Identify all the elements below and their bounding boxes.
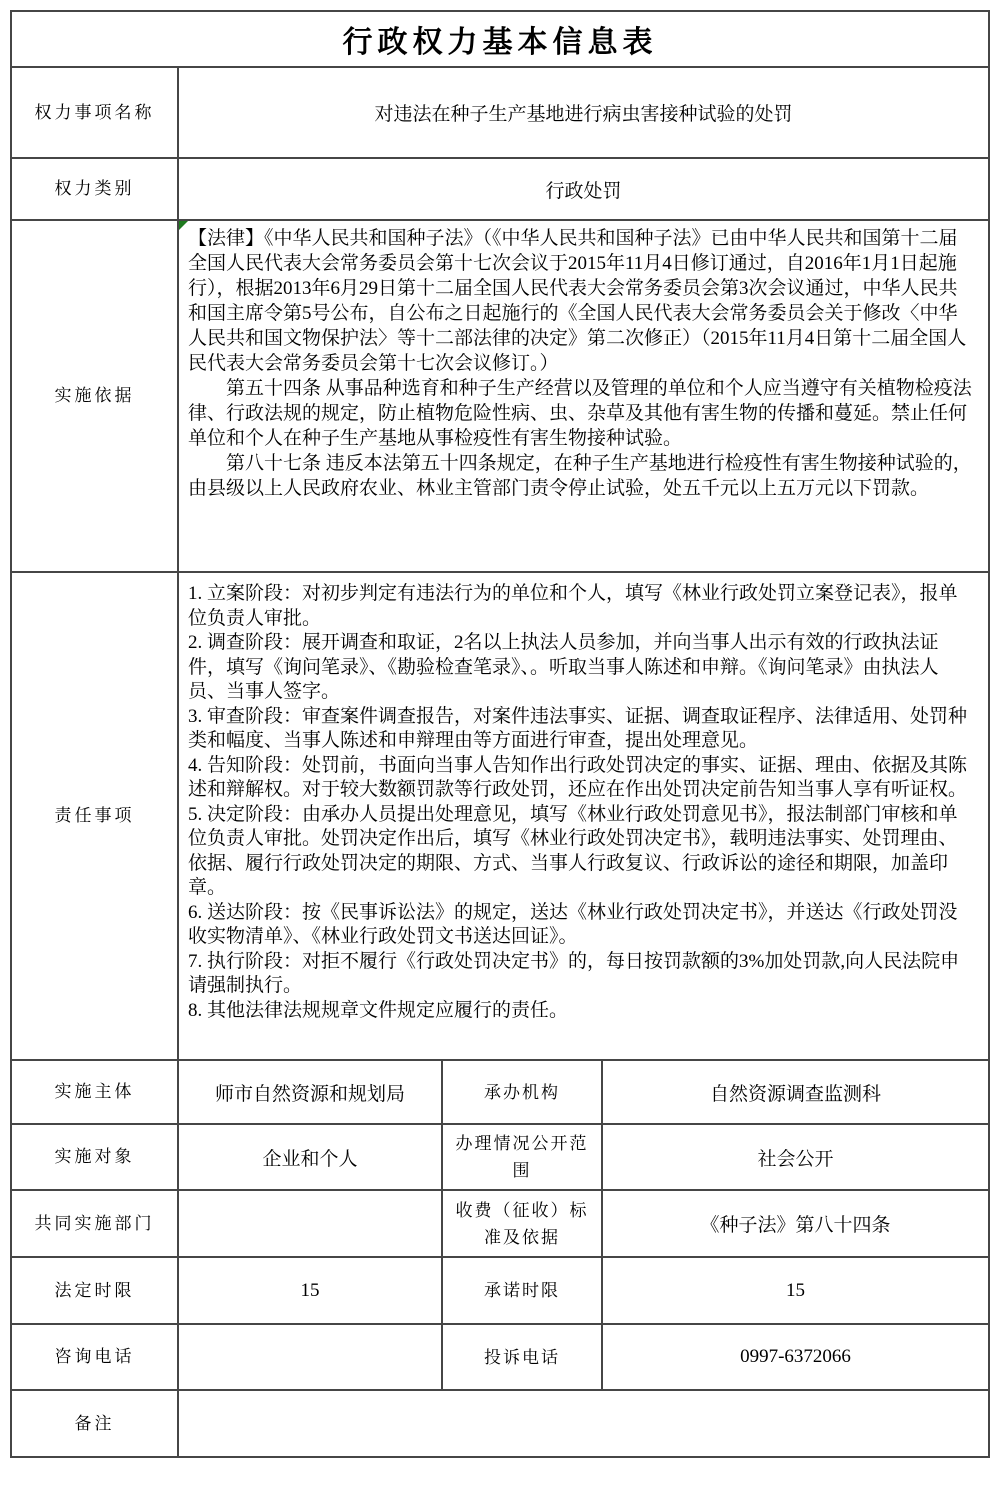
- page-title: 行政权力基本信息表: [342, 26, 658, 59]
- row-label: 实施对象: [54, 1147, 135, 1166]
- row-value: [177, 1391, 988, 1456]
- basis-paragraph: 第八十七条 违反本法第五十四条规定，在种子生产基地进行检疫性有害生物接种试验的，由县级以上人民政府农业、林业主管部门责令停止试验，处五千元以上五万元以下罚款。: [188, 453, 972, 499]
- row-consult-phone: [12, 1323, 988, 1389]
- row-label: 共同实施部门: [34, 1213, 155, 1233]
- duty-item: 7. 执行阶段：对拒不履行《行政处罚决定书》的，每日按罚款额的3%加处罚款,向人民法院申请强制执行。: [188, 950, 960, 996]
- complaint-phone-value: 0997-6372066: [601, 1325, 988, 1389]
- row-label: 咨询电话: [54, 1347, 135, 1366]
- duty-item: 8. 其他法律法规规章文件规定应履行的责任。: [188, 999, 569, 1021]
- row-label: 收费（征收）标准及依据: [441, 1191, 601, 1256]
- row-value: 对违法在种子生产基地进行病虫害接种试验的处罚: [177, 68, 988, 157]
- legal-basis-text: [177, 221, 988, 571]
- duty-item: 3. 审查阶段：审查案件调查报告，对案件违法事实、证据、调查取证程序、法律适用、处罚种类和幅度、当事人陈述和申辩理由等方面进行审查，提出处理意见。: [188, 705, 968, 751]
- row-label: 承诺时限: [441, 1258, 601, 1323]
- row-power-name: [12, 66, 988, 157]
- row-duty-items: [12, 571, 988, 1059]
- row-legal-basis: [12, 219, 988, 571]
- row-value: 行政处罚: [177, 159, 988, 219]
- basis-paragraph: 【法律】《中华人民共和国种子法》（《中华人民共和国种子法》已由中华人民共和国第十二届全国人民代表大会常务委员会第十七次会议于2015年11月4日修订通过，自2016年1月1日起施行），根据2013年6月29日第十二届全国人民代表大会常务委员会第3次会议通过，中华人民共和国主席令第5号公布，自公布之日起施行的《全国人民代表大会常务委员会关于修改〈中华人民共和国文物保护法〉等十二部法律的决定》第二次修正）（2015年11月4日第十二届全国人民代表大会常务委员会第十七次会议修订。）: [188, 228, 967, 374]
- row-label: 投诉电话: [441, 1325, 601, 1389]
- row-label: 办理情况公开范围: [441, 1125, 601, 1189]
- row-label: 实施依据: [54, 386, 135, 405]
- row-label: 责任事项: [54, 806, 135, 825]
- cell-comment-triangle-icon: [179, 221, 188, 230]
- row-value: 企业和个人: [177, 1125, 441, 1189]
- row-remarks: [12, 1389, 988, 1456]
- duty-items-text: [177, 573, 988, 1059]
- duty-item: 5. 决定阶段：由承办人员提出处理意见，填写《林业行政处罚意见书》，报法制部门审核和单位负责人审批。处罚决定作出后，填写《林业行政处罚决定书》，载明违法事实、处罚理由、依据、履行行政处罚决定的期限、方式、当事人行政复议、行政诉讼的途径和期限，加盖印章。: [188, 803, 958, 898]
- duty-item: 6. 送达阶段：按《民事诉讼法》的规定，送达《林业行政处罚决定书》，并送达《行政处罚没收实物清单》、《林业行政处罚文书送达回证》。: [188, 901, 958, 947]
- row-value: 15: [177, 1258, 441, 1323]
- row-power-category: [12, 157, 988, 219]
- row-value: [177, 1191, 441, 1256]
- row-value: 《种子法》第八十四条: [601, 1191, 988, 1256]
- row-legal-time-limit: [12, 1256, 988, 1323]
- duty-item: 1. 立案阶段：对初步判定有违法行为的单位和个人，填写《林业行政处罚立案登记表》，报单位负责人审批。: [188, 583, 958, 629]
- row-value: 15: [601, 1258, 988, 1323]
- row-label: 承办机构: [441, 1061, 601, 1123]
- row-value: [177, 1325, 441, 1389]
- row-label: 法定时限: [54, 1280, 135, 1300]
- info-table: [10, 10, 990, 1458]
- title-row: [12, 12, 988, 66]
- duty-item: 2. 调查阶段：展开调查和取证，2名以上执法人员参加，并向当事人出示有效的行政执法证件，填写《询问笔录》、《勘验检查笔录》、。听取当事人陈述和申辩。《询问笔录》由执法人员、当事人签字。: [188, 632, 939, 702]
- row-implementer: [12, 1059, 988, 1123]
- row-label: 备注: [74, 1413, 115, 1433]
- row-joint-department: [12, 1189, 988, 1256]
- basis-paragraph: 第五十四条 从事品种选育和种子生产经营以及管理的单位和个人应当遵守有关植物检疫法律、行政法规的规定，防止植物危险性病、虫、杂草及其他有害生物的传播和蔓延。禁止任何单位和个人在种子生产基地从事检疫性有害生物接种试验。: [188, 378, 972, 449]
- row-label: 权力事项名称: [34, 102, 155, 122]
- row-label: 权力类别: [54, 179, 135, 198]
- row-label: 实施主体: [54, 1082, 135, 1101]
- row-value: 自然资源调查监测科: [601, 1061, 988, 1123]
- row-value: 社会公开: [601, 1125, 988, 1189]
- row-value: 师市自然资源和规划局: [177, 1061, 441, 1123]
- duty-item: 4. 告知阶段：处罚前，书面向当事人告知作出行政处罚决定的事实、证据、理由、依据及其陈述和辩解权。对于较大数额罚款等行政处罚，还应在作出处罚决定前告知当事人享有听证权。: [188, 754, 968, 800]
- row-target: [12, 1123, 988, 1189]
